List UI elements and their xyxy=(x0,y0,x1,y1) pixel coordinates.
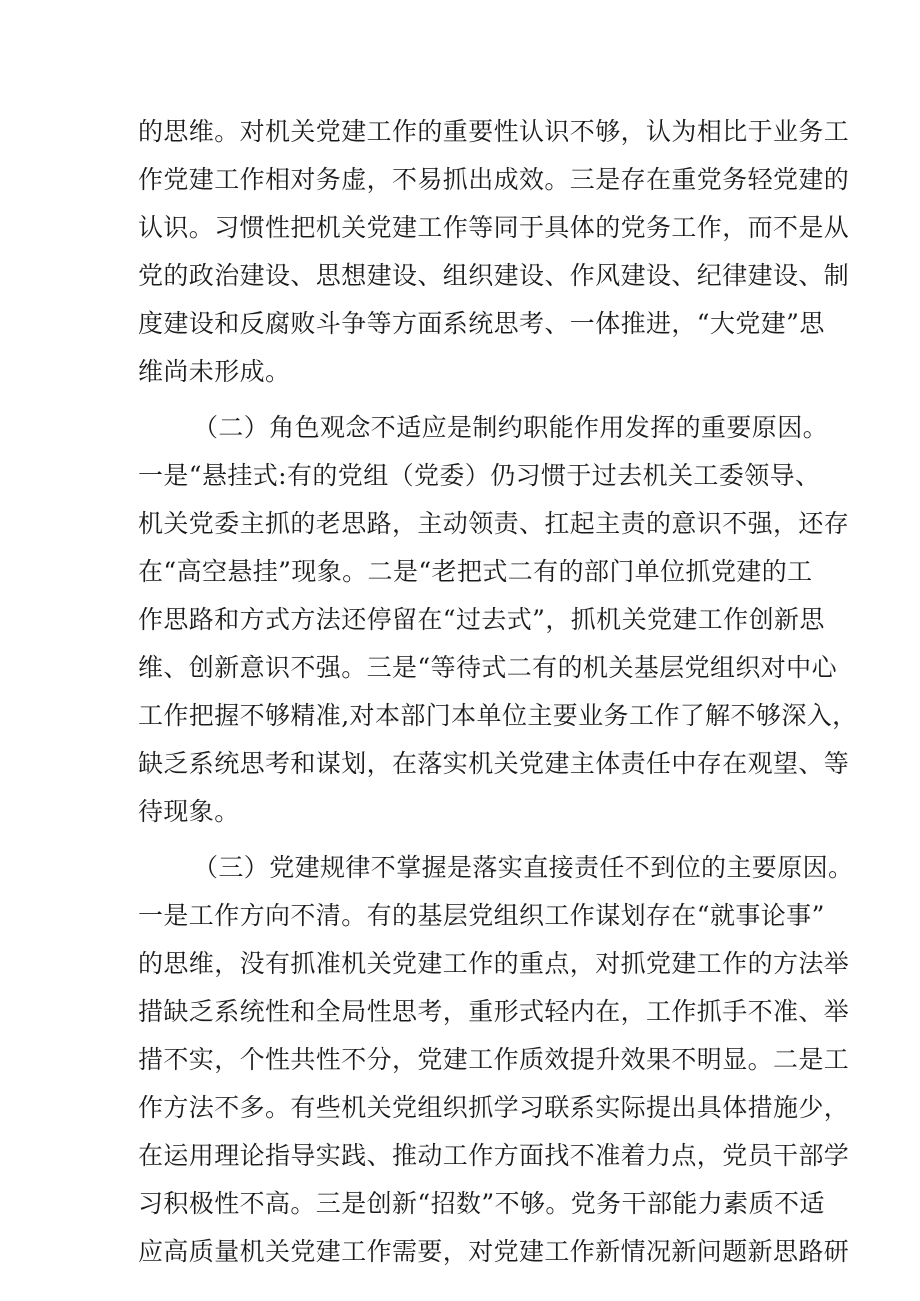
text-line: 工作把握不够精准,对本部门本单位主要业务工作了解不够深入， xyxy=(138,701,858,730)
text-line: 在“高空悬挂”现象。二是“老把式二有的部门单位抓党建的工 xyxy=(138,557,813,586)
text-line: 作党建工作相对务虚，不易抓出成效。三是存在重党务轻党建的 xyxy=(138,165,850,194)
text-line: 机关党委主抓的老思路，主动领责、扛起主责的意识不强，还存 xyxy=(138,509,850,538)
text-line: 一是工作方向不清。有的基层党组织工作谋划存在“就事论事” xyxy=(138,901,825,930)
text-line: 作方法不多。有些机关党组织抓学习联系实际提出具体措施少， xyxy=(138,1093,850,1122)
text-line: 应高质量机关党建工作需要，对党建工作新情况新问题新思路研 xyxy=(138,1237,850,1266)
text-line: 措缺乏系统性和全局性思考，重形式轻内在，工作抓手不准、举 xyxy=(138,997,850,1026)
text-line: 维尚未形成。 xyxy=(138,357,291,386)
text-line: 维、创新意识不强。三是“等待式二有的机关基层党组织对中心 xyxy=(138,653,837,682)
text-line: 作思路和方式方法还停留在“过去式”，抓机关党建工作创新思 xyxy=(138,605,825,634)
text-line: 一是“悬挂式:有的党组（党委）仍习惯于过去机关工委领导、 xyxy=(138,461,821,490)
text-line: 习积极性不高。三是创新“招数”不够。党务干部能力素质不适 xyxy=(138,1189,825,1218)
text-line: 的思维。对机关党建工作的重要性认识不够，认为相比于业务工 xyxy=(138,117,850,146)
text-line: 缺乏系统思考和谋划，在落实机关党建主体责任中存在观望、等 xyxy=(138,749,850,778)
section-heading: （二）角色观念不适应是制约职能作用发挥的重要原因。 xyxy=(193,413,829,442)
text-line: 党的政治建设、思想建设、组织建设、作风建设、纪律建设、制 xyxy=(138,261,850,290)
text-line: 度建设和反腐败斗争等方面系统思考、一体推进，“大党建”思 xyxy=(138,309,825,338)
text-line: 措不实，个性共性不分，党建工作质效提升效果不明显。二是工 xyxy=(138,1045,850,1074)
text-line: 在运用理论指导实践、推动工作方面找不准着力点，党员干部学 xyxy=(138,1141,850,1170)
text-line: 的思维，没有抓准机关党建工作的重点，对抓党建工作的方法举 xyxy=(138,949,850,978)
section-heading: （三）党建规律不掌握是落实直接责任不到位的主要原因。 xyxy=(193,853,854,882)
text-line: 待现象。 xyxy=(138,797,240,826)
text-line: 认识。习惯性把机关党建工作等同于具体的党务工作，而不是从 xyxy=(138,213,850,242)
